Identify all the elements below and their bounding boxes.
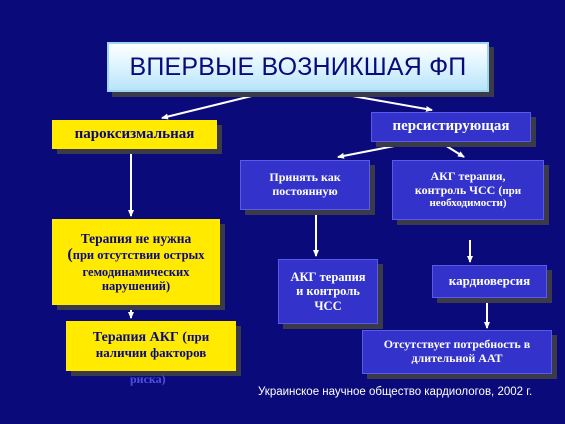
no-therapy-paren: (: [67, 246, 73, 264]
arrow-title-to-paroxysmal: [162, 92, 268, 118]
accept-line2: постоянную: [272, 184, 338, 198]
no-therapy-line3: гемодинамических: [82, 264, 190, 279]
akg-rate-line2: [415, 184, 521, 198]
akg-rate-line2-small: при: [502, 184, 522, 197]
akg-rate-line2-main: контроль ЧСС (: [414, 182, 503, 197]
akg-rate-control-box: [392, 160, 544, 220]
cardioversion-box: [432, 265, 547, 298]
no-therapy-line2: [67, 246, 204, 264]
no-therapy-box: [52, 219, 220, 305]
arrow-title-to-persistent: [330, 92, 432, 110]
akg-control-line1: АКГ терапия: [290, 269, 366, 284]
no-aat-line1: Отсутствует потребность в: [383, 337, 531, 352]
akg-control-box: [278, 259, 378, 324]
akg-therapy-line3: риска): [130, 372, 166, 386]
akg-therapy-line1-main: Терапия АКГ (: [92, 330, 187, 345]
no-aat-box: [362, 330, 552, 374]
no-therapy-line2-text: при отсутствии острых: [72, 248, 205, 263]
akg-therapy-box: [66, 321, 236, 371]
akg-control-line2: и контроль: [296, 284, 360, 299]
footer-citation: Украинское научное общество кардиологов, 2002 г.: [258, 386, 533, 398]
cardioversion-text: кардиоверсия: [448, 273, 531, 289]
no-therapy-line1: Терапия не нужна: [80, 230, 192, 246]
akg-rate-line1: АКГ терапия,: [430, 168, 506, 183]
arrow-persistent-to-accept: [338, 142, 415, 157]
persistent-text: персистирующая: [392, 118, 510, 135]
akg-therapy-line1: [93, 330, 209, 346]
no-aat-line2: длительной ААТ: [411, 351, 503, 365]
title-box: [107, 42, 489, 92]
akg-control-line3: ЧСС: [314, 298, 342, 313]
akg-rate-line3: необходимости): [429, 197, 507, 210]
accept-permanent-box: [240, 160, 370, 210]
accept-line1: Принять как: [269, 170, 341, 185]
akg-therapy-line1-small: при: [186, 329, 210, 344]
arrow-persistent-to-akg-rate: [440, 142, 464, 157]
akg-therapy-line2: наличии факторов: [95, 345, 207, 361]
paroxysmal-box: [52, 120, 217, 149]
paroxysmal-text: пароксизмальная: [74, 125, 195, 142]
persistent-box: [371, 112, 531, 142]
title-text: ВПЕРВЫЕ ВОЗНИКШАЯ ФП: [129, 52, 467, 81]
no-therapy-line4: нарушений): [101, 278, 171, 293]
